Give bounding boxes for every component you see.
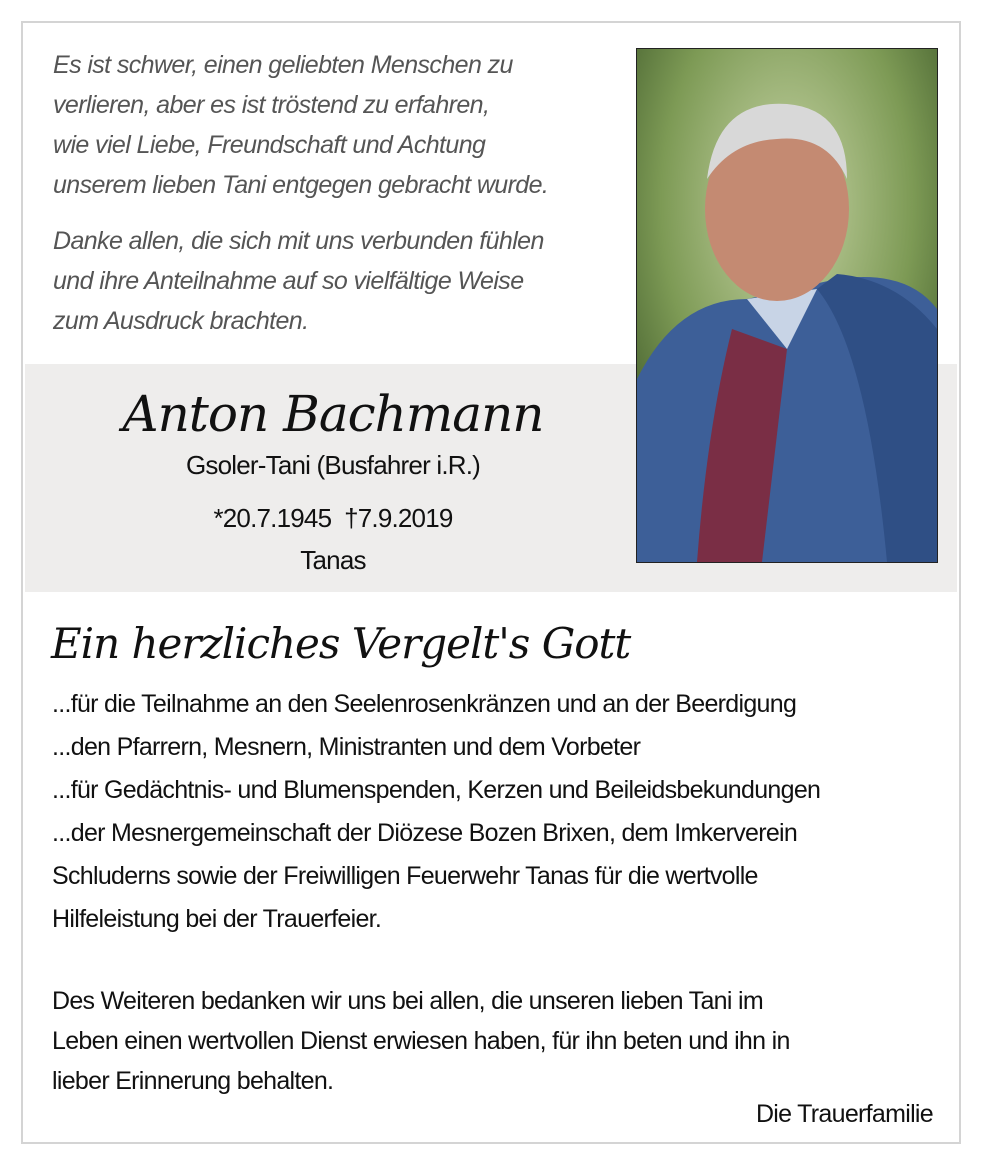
deceased-name: Anton Bachmann [122, 385, 544, 443]
thanks-line: ...den Pfarrern, Mesnern, Ministranten und dem Vorbeter [52, 733, 641, 761]
thanks-heading: Ein herzliches Vergelt's Gott [51, 619, 631, 668]
life-dates: *20.7.1945 †7.9.2019 [213, 503, 453, 533]
text-line: zum Ausdruck brachten. [53, 307, 309, 335]
text-line: unserem lieben Tani entgegen gebracht wurde. [53, 171, 549, 199]
thanks-list [52, 683, 942, 941]
intro-paragraph-1 [53, 45, 633, 205]
intro-text [53, 45, 633, 357]
thanks-line: ...für Gedächtnis- und Blumenspenden, Kerzen und Beileidsbekundungen [52, 776, 821, 804]
thanks-line: Schluderns sowie der Freiwilligen Feuerwehr Tanas für die wertvolle [52, 862, 758, 890]
thanks-line: ...der Mesnergemeinschaft der Diözese Bozen Brixen, dem Imkerverein [52, 819, 798, 847]
portrait-photo [636, 48, 938, 563]
text-line: Es ist schwer, einen geliebten Menschen zu [53, 51, 513, 79]
text-line: verlieren, aber es ist tröstend zu erfahren, [53, 91, 490, 119]
text-line: wie viel Liebe, Freundschaft und Achtung [53, 131, 486, 159]
thanks-line: ...für die Teilnahme an den Seelenrosenkränzen und an der Beerdigung [52, 690, 797, 718]
closing-line: Des Weiteren bedanken wir uns bei allen, die unseren lieben Tani im [52, 987, 763, 1015]
hometown: Tanas [300, 545, 366, 575]
obituary-card [21, 21, 961, 1144]
closing-paragraph [52, 981, 942, 1101]
thanks-line: Hilfeleistung bei der Trauerfeier. [52, 905, 382, 933]
text-line: und ihre Anteilnahme auf so vielfältige Weise [53, 267, 524, 295]
intro-paragraph-2 [53, 221, 633, 341]
closing-line: Leben einen wertvollen Dienst erwiesen haben, für ihn beten und ihn in [52, 1027, 790, 1055]
nickname: Gsoler-Tani (Busfahrer i.R.) [185, 450, 481, 480]
closing-line: lieber Erinnerung behalten. [52, 1067, 334, 1095]
signature: Die Trauerfamilie [755, 1100, 933, 1128]
text-line: Danke allen, die sich mit uns verbunden fühlen [53, 227, 544, 255]
